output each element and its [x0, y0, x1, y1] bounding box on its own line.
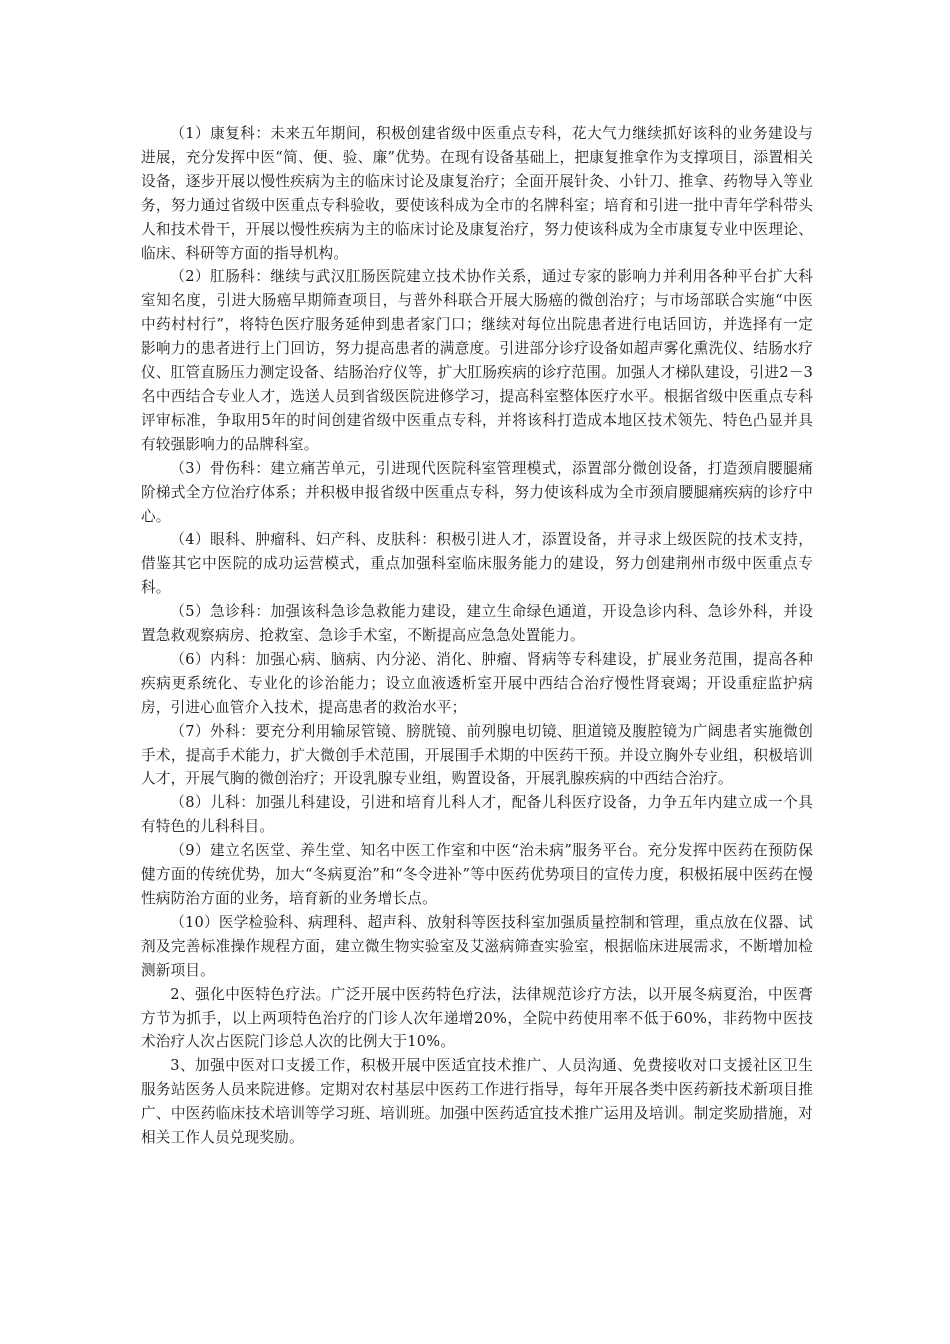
paragraph-internal-medicine: （6）内科：加强心病、脑病、内分泌、消化、肿瘤、肾病等专科建设，扩展业务范围，提高各种疾病更系统化、专业化的诊治能力；设立血液透析室开展中西结合治疗慢性肾衰竭；开设重症监护病房，引进心血管介入技术，提高患者的救治水平； [141, 650, 813, 716]
paragraph-tcm-therapy: 2、强化中医特色疗法。广泛开展中医药特色疗法，法律规范诊疗方法，以开展冬病夏治，中医膏方节为抓手，以上两项特色治疗的门诊人次年递增20%，全院中药使用率不低于60%，非药物中医技术治疗人次占医院门诊总人次的比例大于10%。 [141, 985, 813, 1051]
paragraph-counterpart-support: 3、加强中医对口支援工作，积极开展中医适宜技术推广、人员沟通、免费接收对口支援社区卫生服务站医务人员来院进修。定期对农村基层中医药工作进行指导，每年开展各类中医药新技术新项目推广、中医药临床技术培训等学习班、培训班。加强中医药适宜技术推广运用及培训。制定奖励措施，对相关工作人员兑现奖励。 [141, 1057, 813, 1147]
paragraph-rehabilitation: （1）康复科：未来五年期间，积极创建省级中医重点专科，花大气力继续抓好该科的业务建设与进展，充分发挥中医“简、便、验、廉”优势。在现有设备基础上，把康复推拿作为支撑项目，添置相关设备，逐步开展以慢性疾病为主的临床讨论及康复治疗；全面开展针灸、小针刀、推拿、药物导入等业务，努力通过省级中医重点专科验收，要使该科成为全市的名牌科室；培育和引进一批中青年学科带头人和技术骨干，开展以慢性疾病为主的临床讨论及康复治疗，努力使该科成为全市康复专业中医理论、临床、科研等方面的指导机构。 [141, 125, 813, 262]
paragraph-surgery: （7）外科：要充分利用输尿管镜、膀胱镜、前列腺电切镜、胆道镜及腹腔镜为广阔患者实施微创手术，提高手术能力，扩大微创手术范围，开展围手术期的中医药干预。并设立胸外专业组，积极培训人才，开展气胸的微创治疗；开设乳腺专业组，购置设备，开展乳腺疾病的中西结合治疗。 [141, 722, 813, 788]
paragraph-anorectal: （2）肛肠科：继续与武汉肛肠医院建立技术协作关系，通过专家的影响力并利用各种平台扩大科室知名度，引进大肠癌早期筛查项目，与普外科联合开展大肠癌的微创治疗；与市场部联合实施“中医中药村村行”，将特色医疗服务延伸到患者家门口；继续对每位出院患者进行电话回访，并选择有一定影响力的患者进行上门回访，努力提高患者的满意度。引进部分诊疗设备如超声雾化熏洗仪、结肠水疗仪、肛管直肠压力测定设备、结肠治疗仪等，扩大肛肠疾病的诊疗范围。加强人才梯队建设，引进2－3名中西结合专业人才，选送人员到省级医院进修学习，提高科室整体医疗水平。根据省级中医重点专科评审标准，争取用5年的时间创建省级中医重点专科，并将该科打造成本地区技术领先、特色凸显并具有较强影响力的品牌科室。 [141, 268, 813, 453]
paragraph-ophthalmology-oncology: （4）眼科、肿瘤科、妇产科、皮肤科：积极引进人才，添置设备，并寻求上级医院的技术支持，借鉴其它中医院的成功运营模式，重点加强科室临床服务能力的建设，努力创建荆州市级中医重点专科。 [141, 531, 813, 597]
paragraph-pediatrics: （8）儿科：加强儿科建设，引进和培育儿科人才，配备儿科医疗设备，力争五年内建立成一个具有特色的儿科科目。 [141, 794, 813, 836]
paragraph-tcm-platform: （9）建立名医堂、养生堂、知名中医工作室和中医“治未病”服务平台。充分发挥中医药在预防保健方面的传统优势，加大“冬病夏治”和“冬令进补”等中医药优势项目的宣传力度，积极拓展中医药在慢性病防治方面的业务，培育新的业务增长点。 [141, 842, 813, 907]
document-body [141, 122, 813, 1150]
paragraph-orthopedics: （3）骨伤科：建立痛苦单元，引进现代医院科室管理模式，添置部分微创设备，打造颈肩腰腿痛阶梯式全方位治疗体系；并积极申报省级中医重点专科，努力使该科成为全市颈肩腰腿痛疾病的诊疗中心。 [141, 459, 813, 525]
paragraph-emergency: （5）急诊科：加强该科急诊急救能力建设，建立生命绿色通道，开设急诊内科、急诊外科，并设置急救观察病房、抢救室、急诊手术室，不断提高应急急处置能力。 [141, 603, 813, 645]
paragraph-medical-technology: （10）医学检验科、病理科、超声科、放射科等医技科室加强质量控制和管理，重点放在仪器、试剂及完善标准操作规程方面，建立微生物实验室及艾滋病筛查实验室，根据临床进展需求，不断增加检测新项目。 [141, 913, 813, 979]
